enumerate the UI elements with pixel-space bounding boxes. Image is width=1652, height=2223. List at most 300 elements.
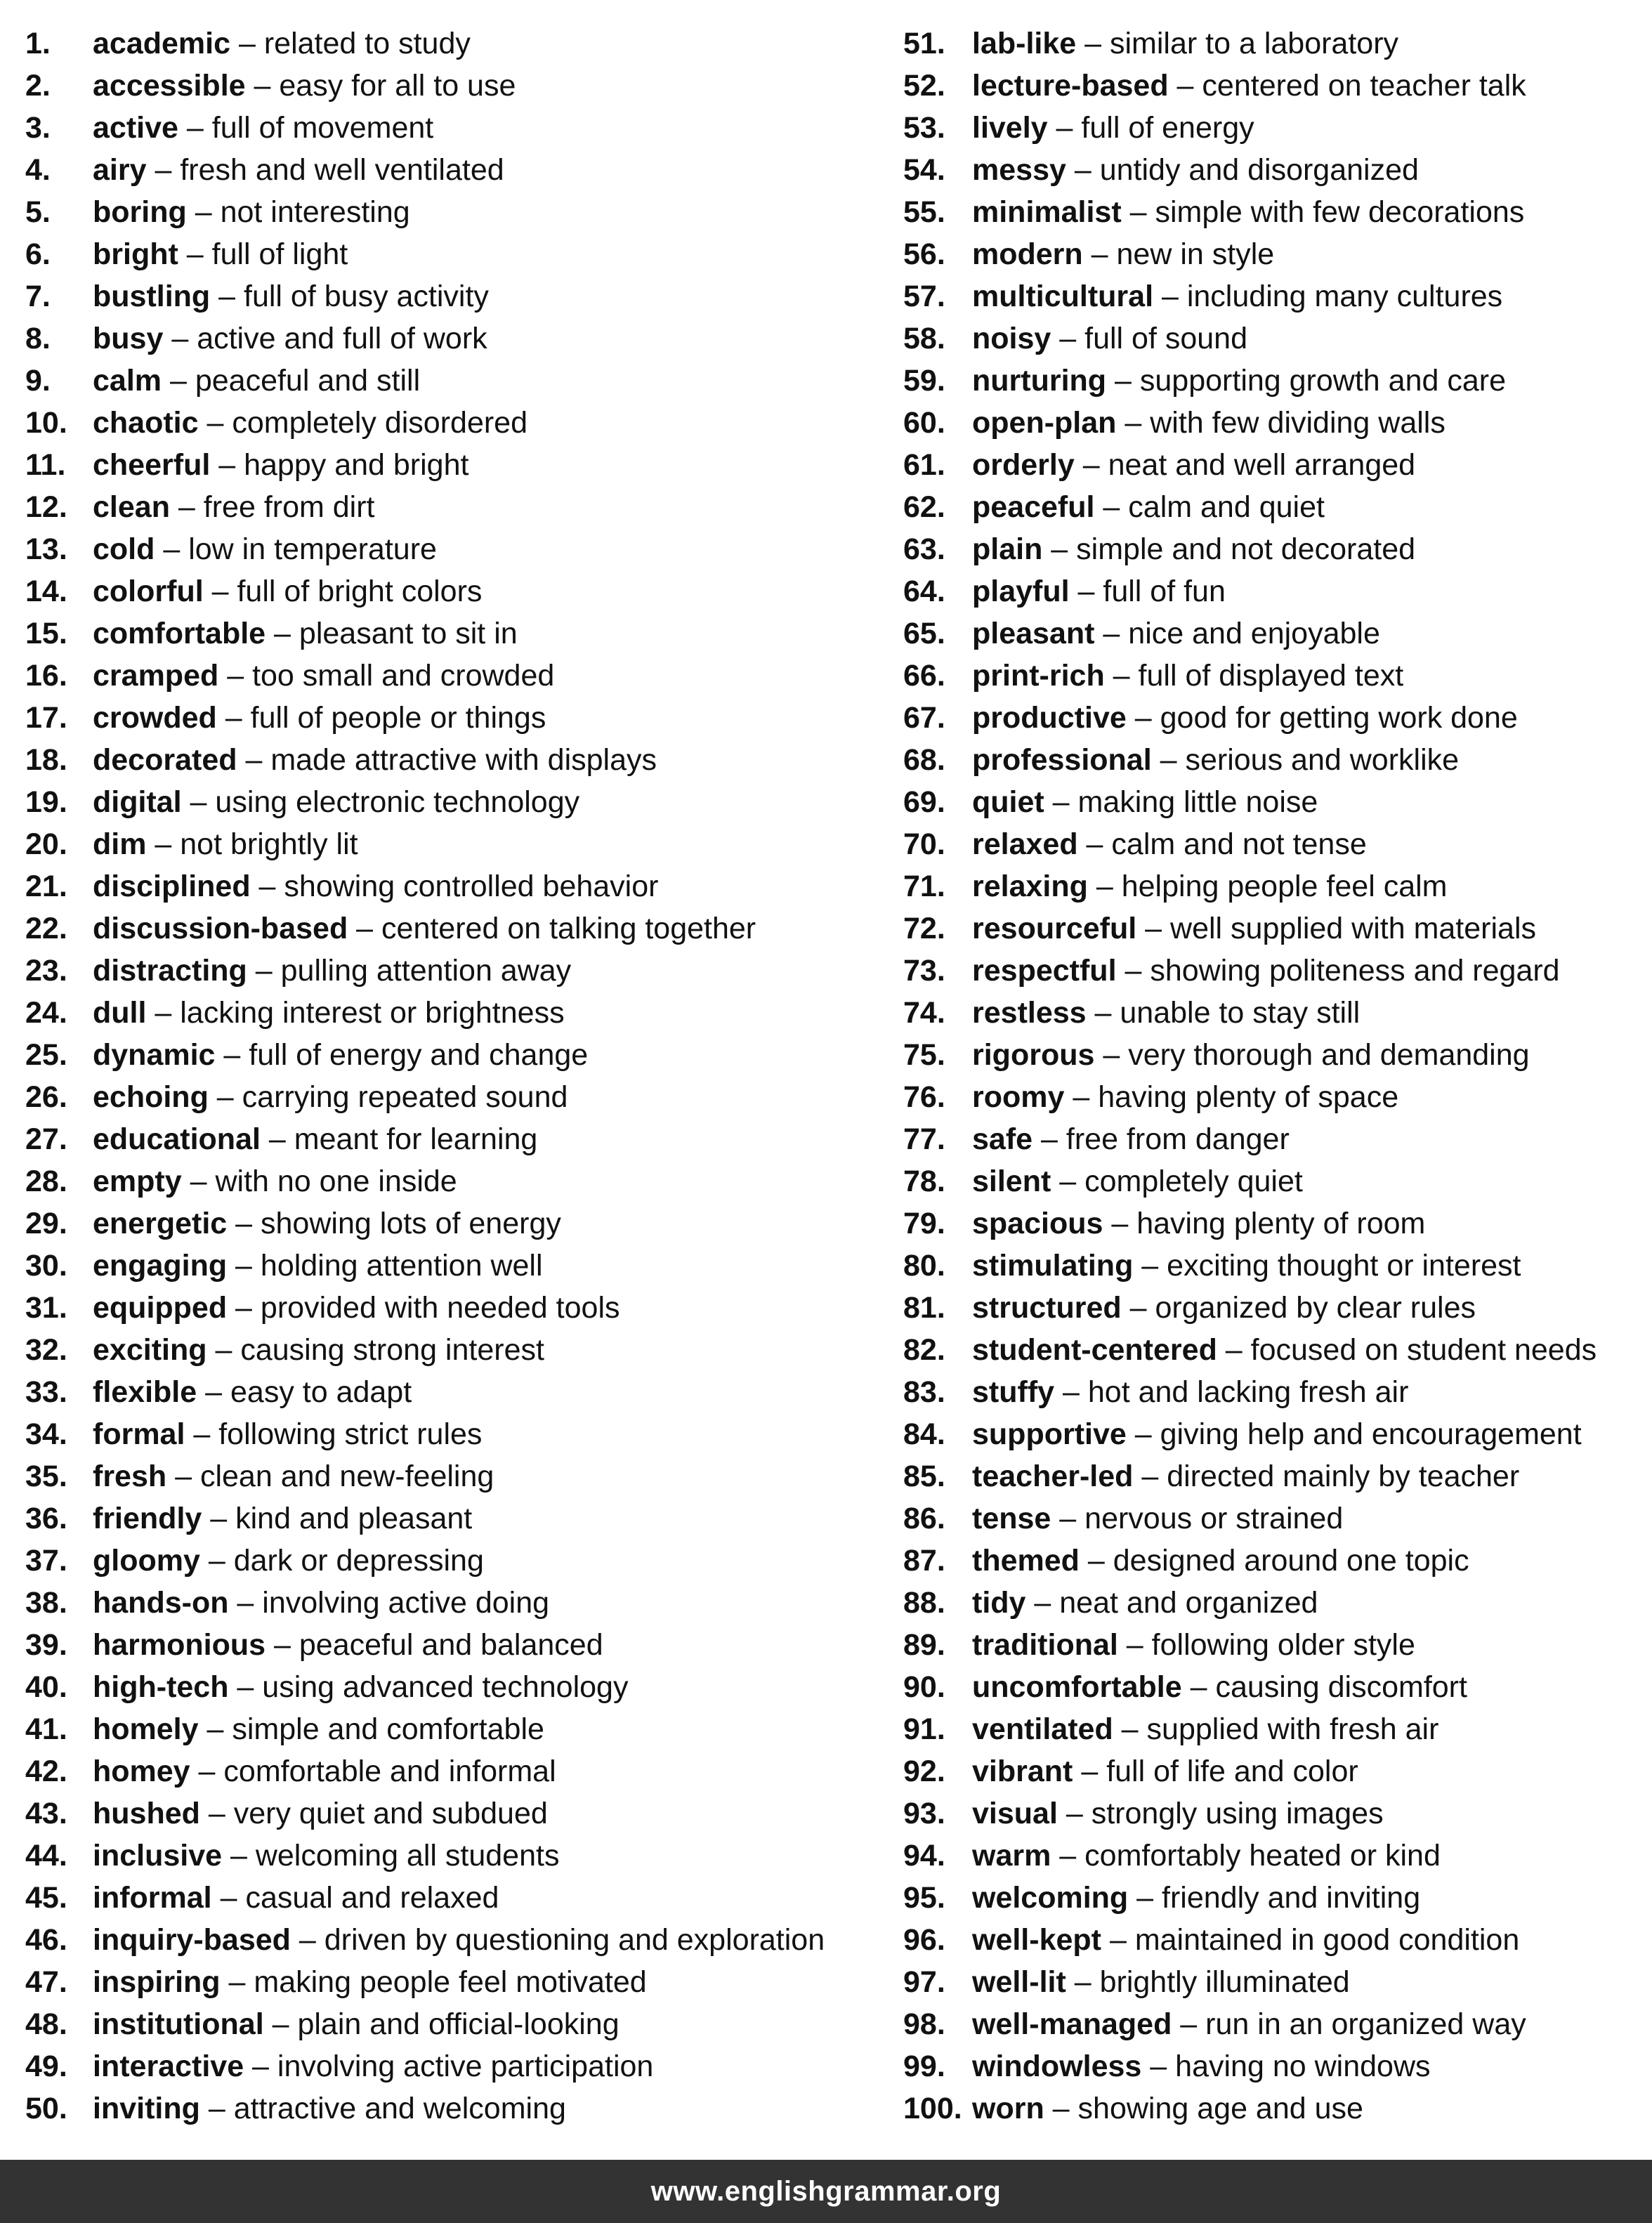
item-separator: – xyxy=(220,1965,254,1999)
list-item xyxy=(25,65,882,107)
item-number: 69. xyxy=(903,785,945,819)
list-item xyxy=(25,1708,882,1750)
item-definition: causing strong interest xyxy=(240,1333,544,1367)
item-word: cramped xyxy=(93,659,219,693)
list-item xyxy=(25,1961,882,2003)
item-separator: – xyxy=(1044,785,1078,819)
item-number: 13. xyxy=(25,532,67,566)
item-word: inspiring xyxy=(93,1965,221,1999)
list-item xyxy=(903,1202,1648,1245)
item-word: distracting xyxy=(93,954,247,988)
item-word: well-managed xyxy=(972,2007,1172,2041)
list-item xyxy=(903,612,1648,655)
list-item xyxy=(903,697,1648,739)
item-separator: – xyxy=(155,532,189,566)
item-definition: very quiet and subdued xyxy=(233,1797,548,1830)
list-item xyxy=(903,1919,1648,1961)
item-definition: similar to a laboratory xyxy=(1109,27,1399,60)
item-separator: – xyxy=(244,2050,277,2083)
list-item xyxy=(25,149,882,191)
item-definition: happy and bright xyxy=(244,448,469,482)
item-separator: – xyxy=(186,195,221,229)
list-item xyxy=(25,107,882,149)
item-definition: supporting growth and care xyxy=(1139,364,1506,398)
item-number: 86. xyxy=(903,1502,945,1535)
item-number: 82. xyxy=(903,1333,945,1367)
list-item xyxy=(903,865,1648,907)
item-number: 59. xyxy=(903,364,945,398)
item-number: 20. xyxy=(25,827,67,861)
item-separator: – xyxy=(198,406,232,440)
item-definition: using electronic technology xyxy=(215,785,580,819)
item-number: 6. xyxy=(25,237,51,271)
item-separator: – xyxy=(228,1586,263,1620)
list-item xyxy=(903,1245,1648,1287)
item-word: crowded xyxy=(93,701,217,735)
item-definition: including many cultures xyxy=(1186,280,1503,313)
item-number: 42. xyxy=(25,1755,67,1788)
item-word: warm xyxy=(972,1839,1051,1873)
item-word: homey xyxy=(93,1755,190,1788)
item-word: formal xyxy=(93,1417,185,1451)
item-definition: completely quiet xyxy=(1084,1165,1303,1198)
item-word: digital xyxy=(93,785,182,819)
list-item xyxy=(903,1455,1648,1497)
item-word: stuffy xyxy=(972,1375,1055,1409)
item-word: teacher-led xyxy=(972,1460,1134,1493)
item-word: disciplined xyxy=(93,870,251,903)
item-separator: – xyxy=(1025,1586,1060,1620)
item-number: 83. xyxy=(903,1375,945,1409)
item-definition: following strict rules xyxy=(218,1417,483,1451)
item-definition: kind and pleasant xyxy=(235,1502,473,1535)
list-item xyxy=(903,1118,1648,1160)
item-separator: – xyxy=(1103,1207,1137,1240)
item-definition: supplied with fresh air xyxy=(1146,1712,1439,1746)
item-number: 50. xyxy=(25,2092,67,2125)
list-item xyxy=(903,65,1648,107)
item-definition: driven by questioning and exploration xyxy=(324,1923,825,1957)
item-number: 1. xyxy=(25,27,51,60)
item-word: homely xyxy=(93,1712,199,1746)
item-definition: with few dividing walls xyxy=(1150,406,1446,440)
list-item xyxy=(25,1497,882,1540)
item-word: educational xyxy=(93,1122,261,1156)
list-item xyxy=(25,1877,882,1919)
item-separator: – xyxy=(202,1502,236,1535)
item-definition: made attractive with displays xyxy=(270,743,657,777)
item-number: 84. xyxy=(903,1417,945,1451)
item-number: 68. xyxy=(903,743,945,777)
item-separator: – xyxy=(146,827,181,861)
item-number: 90. xyxy=(903,1670,945,1704)
list-item xyxy=(25,1540,882,1582)
item-separator: – xyxy=(260,1122,294,1156)
list-item xyxy=(903,2087,1648,2130)
item-word: boring xyxy=(93,195,187,229)
item-number: 98. xyxy=(903,2007,945,2041)
item-word: traditional xyxy=(972,1628,1118,1662)
item-separator: – xyxy=(166,1460,200,1493)
list-item xyxy=(903,1624,1648,1666)
item-definition: peaceful and still xyxy=(195,364,421,398)
item-definition: directed mainly by teacher xyxy=(1167,1460,1520,1493)
item-number: 43. xyxy=(25,1797,67,1830)
item-definition: full of displayed text xyxy=(1138,659,1404,693)
right-word-list xyxy=(903,22,1648,2130)
item-separator: – xyxy=(1121,195,1155,229)
list-item xyxy=(25,655,882,697)
item-word: minimalist xyxy=(972,195,1122,229)
item-separator: – xyxy=(1094,490,1129,524)
item-number: 5. xyxy=(25,195,51,229)
list-item xyxy=(903,1708,1648,1750)
item-number: 28. xyxy=(25,1165,67,1198)
item-number: 49. xyxy=(25,2050,67,2083)
item-number: 52. xyxy=(903,69,945,103)
item-number: 81. xyxy=(903,1291,945,1325)
item-separator: – xyxy=(290,1923,324,1957)
item-separator: – xyxy=(1104,659,1139,693)
item-definition: maintained in good condition xyxy=(1134,1923,1520,1957)
item-definition: provided with needed tools xyxy=(260,1291,620,1325)
item-word: decorated xyxy=(93,743,237,777)
item-number: 12. xyxy=(25,490,67,524)
item-number: 8. xyxy=(25,322,51,355)
item-definition: comfortably heated or kind xyxy=(1084,1839,1441,1873)
item-word: tidy xyxy=(972,1586,1026,1620)
item-definition: giving help and encouragement xyxy=(1160,1417,1582,1451)
list-item xyxy=(903,950,1648,992)
item-separator: – xyxy=(178,237,212,271)
list-item xyxy=(903,444,1648,486)
item-definition: plain and official-looking xyxy=(297,2007,620,2041)
item-word: worn xyxy=(972,2092,1044,2125)
item-number: 48. xyxy=(25,2007,67,2041)
item-separator: – xyxy=(1126,701,1160,735)
item-number: 51. xyxy=(903,27,945,60)
item-number: 74. xyxy=(903,996,945,1030)
item-word: dull xyxy=(93,996,147,1030)
item-separator: – xyxy=(348,912,382,945)
item-word: restless xyxy=(972,996,1087,1030)
item-separator: – xyxy=(1153,280,1187,313)
item-separator: – xyxy=(1168,69,1202,103)
item-number: 87. xyxy=(903,1544,945,1578)
item-word: chaotic xyxy=(93,406,199,440)
item-number: 79. xyxy=(903,1207,945,1240)
list-item xyxy=(25,486,882,528)
item-separator: – xyxy=(197,1375,230,1409)
item-definition: hot and lacking fresh air xyxy=(1087,1375,1409,1409)
item-word: academic xyxy=(93,27,231,60)
item-number: 10. xyxy=(25,406,67,440)
item-definition: comfortable and informal xyxy=(223,1755,556,1788)
item-word: ventilated xyxy=(972,1712,1113,1746)
item-separator: – xyxy=(1141,2050,1176,2083)
item-word: energetic xyxy=(93,1207,228,1240)
item-separator: – xyxy=(169,490,204,524)
item-definition: pulling attention away xyxy=(280,954,572,988)
item-word: roomy xyxy=(972,1080,1065,1114)
item-separator: – xyxy=(1069,575,1103,608)
item-number: 31. xyxy=(25,1291,67,1325)
list-item xyxy=(903,1371,1648,1413)
item-number: 94. xyxy=(903,1839,945,1873)
item-definition: pleasant to sit in xyxy=(299,617,518,650)
list-item xyxy=(25,2087,882,2130)
list-item xyxy=(25,1455,882,1497)
item-number: 15. xyxy=(25,617,67,650)
list-item xyxy=(25,1245,882,1287)
list-item xyxy=(25,1034,882,1076)
item-definition: centered on talking together xyxy=(381,912,756,945)
item-definition: free from danger xyxy=(1066,1122,1290,1156)
list-item xyxy=(903,1750,1648,1792)
item-definition: holding attention well xyxy=(260,1249,543,1283)
list-item xyxy=(25,444,882,486)
list-item xyxy=(903,317,1648,360)
item-number: 11. xyxy=(25,448,66,482)
item-word: dynamic xyxy=(93,1038,216,1072)
item-word: fresh xyxy=(93,1460,167,1493)
item-definition: full of busy activity xyxy=(244,280,489,313)
item-definition: with no one inside xyxy=(215,1165,457,1198)
item-separator: – xyxy=(1054,1375,1088,1409)
item-definition: completely disordered xyxy=(232,406,528,440)
item-separator: – xyxy=(210,448,244,482)
item-number: 73. xyxy=(903,954,945,988)
list-item xyxy=(25,1792,882,1835)
item-number: 45. xyxy=(25,1881,67,1915)
item-number: 36. xyxy=(25,1502,67,1535)
list-item xyxy=(25,2045,882,2087)
item-definition: good for getting work done xyxy=(1160,701,1518,735)
item-separator: – xyxy=(1181,1670,1216,1704)
item-separator: – xyxy=(1126,1417,1160,1451)
list-item xyxy=(903,1540,1648,1582)
item-number: 88. xyxy=(903,1586,945,1620)
item-definition: exciting thought or interest xyxy=(1167,1249,1521,1283)
item-definition: attractive and welcoming xyxy=(233,2092,566,2125)
item-word: respectful xyxy=(972,954,1117,988)
item-definition: full of people or things xyxy=(250,701,546,735)
list-item xyxy=(903,739,1648,781)
item-separator: – xyxy=(1117,1628,1152,1662)
item-separator: – xyxy=(1082,237,1117,271)
item-word: peaceful xyxy=(972,490,1095,524)
item-number: 44. xyxy=(25,1839,67,1873)
item-definition: well supplied with materials xyxy=(1170,912,1537,945)
item-word: calm xyxy=(93,364,162,398)
item-separator: – xyxy=(216,701,251,735)
item-separator: – xyxy=(1076,27,1110,60)
item-word: safe xyxy=(972,1122,1033,1156)
item-definition: meant for learning xyxy=(294,1122,538,1156)
list-item xyxy=(903,1961,1648,2003)
item-separator: – xyxy=(1077,827,1112,861)
item-separator: – xyxy=(1051,1839,1085,1873)
list-item xyxy=(903,1413,1648,1455)
list-item xyxy=(25,1202,882,1245)
item-number: 71. xyxy=(903,870,945,903)
item-number: 18. xyxy=(25,743,67,777)
item-separator: – xyxy=(1116,954,1150,988)
item-word: colorful xyxy=(93,575,204,608)
list-item xyxy=(25,1413,882,1455)
item-definition: involving active participation xyxy=(277,2050,654,2083)
item-separator: – xyxy=(181,785,216,819)
item-definition: showing controlled behavior xyxy=(284,870,659,903)
item-word: productive xyxy=(972,701,1127,735)
list-item xyxy=(903,402,1648,444)
item-definition: serious and worklike xyxy=(1185,743,1460,777)
item-definition: related to study xyxy=(263,27,471,60)
item-separator: – xyxy=(190,1755,224,1788)
item-separator: – xyxy=(1087,870,1122,903)
item-definition: having no windows xyxy=(1175,2050,1431,2083)
item-separator: – xyxy=(1074,448,1108,482)
list-item xyxy=(903,1792,1648,1835)
item-definition: full of energy xyxy=(1081,111,1254,145)
list-item xyxy=(903,275,1648,317)
list-item xyxy=(903,1877,1648,1919)
list-item xyxy=(25,275,882,317)
item-definition: simple and not decorated xyxy=(1076,532,1416,566)
item-number: 32. xyxy=(25,1333,67,1367)
item-separator: – xyxy=(245,69,280,103)
list-item xyxy=(903,149,1648,191)
item-number: 77. xyxy=(903,1122,945,1156)
item-separator: – xyxy=(1066,1965,1100,1999)
item-separator: – xyxy=(263,2007,298,2041)
item-definition: run in an organized way xyxy=(1205,2007,1526,2041)
list-item xyxy=(25,1329,882,1371)
item-separator: – xyxy=(1051,1165,1085,1198)
list-item xyxy=(25,739,882,781)
list-item xyxy=(903,233,1648,275)
item-word: friendly xyxy=(93,1502,202,1535)
item-word: open-plan xyxy=(972,406,1117,440)
item-number: 58. xyxy=(903,322,945,355)
item-number: 29. xyxy=(25,1207,67,1240)
list-item xyxy=(25,317,882,360)
item-separator: – xyxy=(1079,1544,1113,1578)
item-number: 30. xyxy=(25,1249,67,1283)
item-separator: – xyxy=(1086,996,1120,1030)
list-item xyxy=(25,1118,882,1160)
item-number: 96. xyxy=(903,1923,945,1957)
item-number: 38. xyxy=(25,1586,67,1620)
item-separator: – xyxy=(1094,617,1129,650)
list-item xyxy=(25,950,882,992)
list-item xyxy=(25,1287,882,1329)
item-separator: – xyxy=(185,1417,219,1451)
item-separator: – xyxy=(222,1839,256,1873)
item-word: vibrant xyxy=(972,1755,1073,1788)
item-number: 63. xyxy=(903,532,945,566)
list-item xyxy=(903,1076,1648,1118)
item-definition: following older style xyxy=(1151,1628,1415,1662)
item-separator: – xyxy=(1116,406,1150,440)
item-number: 46. xyxy=(25,1923,67,1957)
item-word: print-rich xyxy=(972,659,1105,693)
item-number: 95. xyxy=(903,1881,945,1915)
item-separator: – xyxy=(199,2092,234,2125)
item-separator: – xyxy=(1106,364,1140,398)
item-definition: easy to adapt xyxy=(230,1375,412,1409)
item-separator: – xyxy=(1094,1038,1129,1072)
item-separator: – xyxy=(1121,1291,1155,1325)
list-item xyxy=(903,1582,1648,1624)
item-word: institutional xyxy=(93,2007,264,2041)
item-number: 75. xyxy=(903,1038,945,1072)
item-definition: organized by clear rules xyxy=(1155,1291,1476,1325)
item-separator: – xyxy=(146,153,181,187)
item-definition: low in temperature xyxy=(188,532,437,566)
item-word: spacious xyxy=(972,1207,1103,1240)
item-word: lecture-based xyxy=(972,69,1169,103)
item-number: 65. xyxy=(903,617,945,650)
item-definition: showing lots of energy xyxy=(261,1207,561,1240)
item-word: interactive xyxy=(93,2050,244,2083)
item-separator: – xyxy=(1133,1460,1167,1493)
list-item xyxy=(25,360,882,402)
list-item xyxy=(903,1160,1648,1202)
item-number: 16. xyxy=(25,659,67,693)
item-separator: – xyxy=(163,322,197,355)
item-number: 24. xyxy=(25,996,67,1030)
item-definition: casual and relaxed xyxy=(245,1881,499,1915)
list-item xyxy=(903,1497,1648,1540)
item-separator: – xyxy=(215,1038,249,1072)
item-definition: friendly and inviting xyxy=(1162,1881,1421,1915)
item-number: 61. xyxy=(903,448,945,482)
item-word: accessible xyxy=(93,69,246,103)
item-word: well-lit xyxy=(972,1965,1066,1999)
footer-website-link[interactable]: www.englishgrammar.org xyxy=(650,2175,1002,2207)
list-item xyxy=(25,1076,882,1118)
item-word: dim xyxy=(93,827,147,861)
item-definition: new in style xyxy=(1116,237,1275,271)
item-definition: neat and organized xyxy=(1059,1586,1318,1620)
item-definition: full of bright colors xyxy=(237,575,483,608)
item-definition: fresh and well ventilated xyxy=(180,153,504,187)
item-definition: full of light xyxy=(211,237,348,271)
item-number: 91. xyxy=(903,1712,945,1746)
item-definition: neat and well arranged xyxy=(1108,448,1416,482)
item-word: messy xyxy=(972,153,1066,187)
item-number: 33. xyxy=(25,1375,67,1409)
item-word: playful xyxy=(972,575,1070,608)
list-item xyxy=(25,781,882,823)
list-item xyxy=(25,2003,882,2045)
item-word: rigorous xyxy=(972,1038,1095,1072)
list-item xyxy=(903,191,1648,233)
item-separator: – xyxy=(230,27,264,60)
item-number: 92. xyxy=(903,1755,945,1788)
item-word: orderly xyxy=(972,448,1075,482)
list-item xyxy=(903,22,1648,65)
list-item xyxy=(903,528,1648,570)
item-separator: – xyxy=(266,1628,299,1662)
item-number: 39. xyxy=(25,1628,67,1662)
item-separator: – xyxy=(203,575,237,608)
item-definition: strongly using images xyxy=(1091,1797,1384,1830)
item-separator: – xyxy=(247,954,281,988)
item-separator: – xyxy=(1051,322,1085,355)
item-definition: very thorough and demanding xyxy=(1128,1038,1530,1072)
